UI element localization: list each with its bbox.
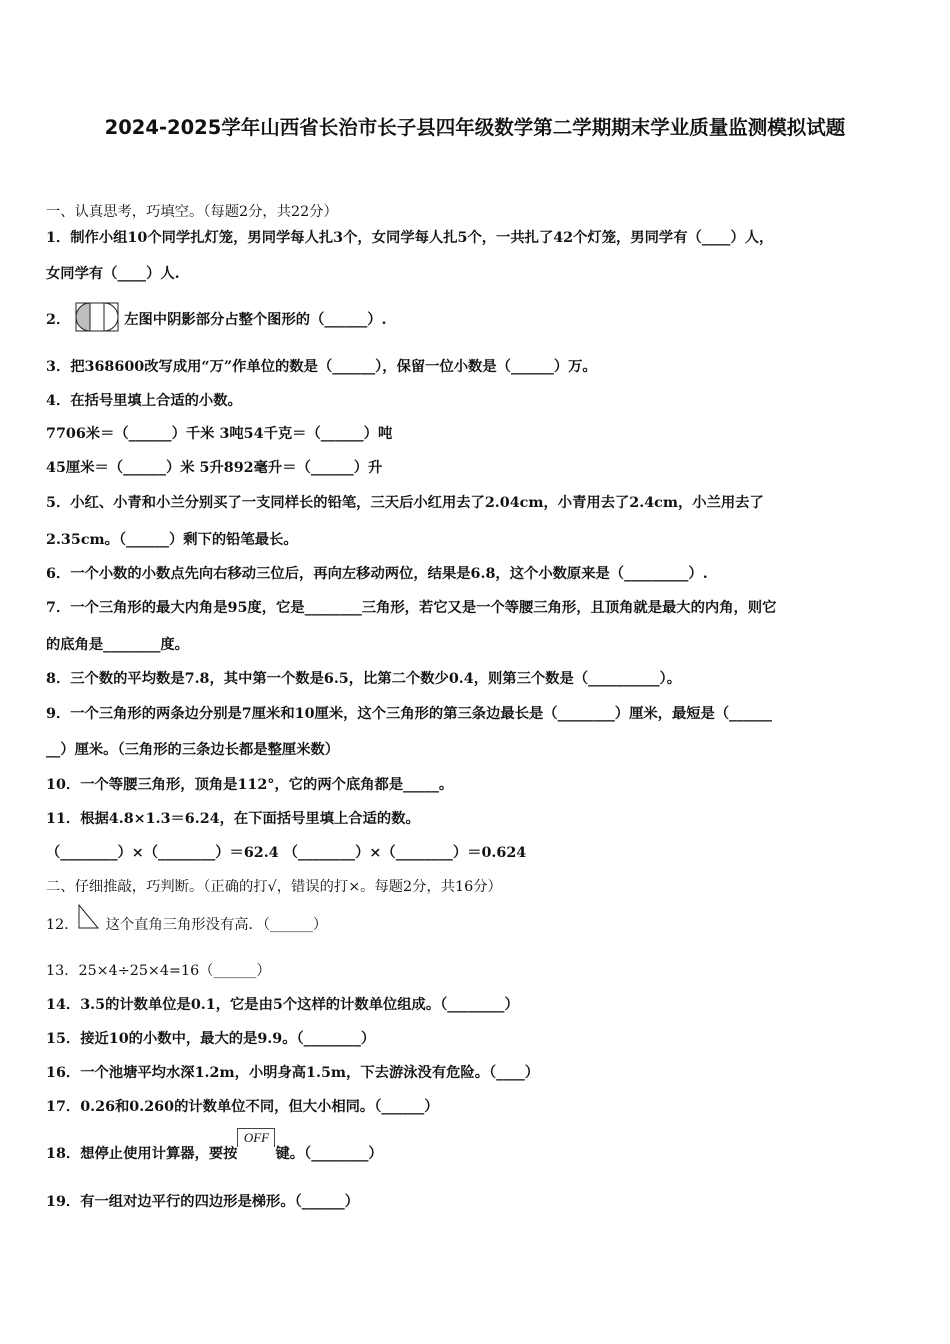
question-15: 15．接近10的小数中，最大的是9.9。（________） — [46, 1031, 376, 1047]
section-2-heading: 二、仔细推敲，巧判断。（正确的打√，错误的打×。每题2分，共16分） — [46, 879, 502, 895]
question-12-text: 这个直角三角形没有高．（______） — [105, 917, 328, 933]
question-10: 10．一个等腰三角形，顶角是112°，它的两个底角都是_____。 — [46, 777, 454, 793]
off-key-figure — [237, 1128, 275, 1147]
question-8: 8．三个数的平均数是7.8，其中第一个数是6.5，比第二个数少0.4，则第三个数是（__________）。 — [46, 671, 681, 687]
question-7-line-2: 的底角是________度。 — [46, 637, 189, 653]
question-2 — [46, 310, 387, 330]
question-11-blanks: （________）×（________）＝62.4 （________）×（________）＝0.624 — [46, 845, 527, 861]
question-1-line-2: 女同学有（____）人. — [46, 266, 180, 282]
question-3: 3．把368600改写成用“万”作单位的数是（______），保留一位小数是（______）万。 — [46, 359, 597, 375]
question-4-part-a: 7706米＝（______）千米 3吨54千克＝（______）吨 — [46, 426, 393, 442]
question-2-text: 左图中阴影部分占整个图形的（______）. — [124, 312, 387, 328]
question-18-text: 键。（________） — [275, 1146, 383, 1162]
question-18 — [46, 1130, 383, 1164]
shaded-rectangle-figure — [75, 302, 119, 332]
question-4-part-b: 45厘米＝（______）米 5升892毫升＝（______）升 — [46, 460, 383, 476]
question-11: 11．根据4.8×1.3＝6.24，在下面括号里填上合适的数。 — [46, 811, 420, 827]
question-12-number: 12． — [46, 917, 79, 933]
question-13: 13．25×4÷25×4=16（______） — [46, 963, 271, 979]
question-4: 4．在括号里填上合适的小数。 — [46, 393, 242, 409]
question-16: 16．一个池塘平均水深1.2m，小明身高1.5m，下去游泳没有危险。（____） — [46, 1065, 540, 1081]
question-14: 14．3.5的计数单位是0.1，它是由5个这样的计数单位组成。（________） — [46, 997, 519, 1013]
question-2-number: 2． — [46, 312, 71, 328]
question-12 — [46, 915, 327, 935]
question-18-lead: 18．想停止使用计算器，要按 — [46, 1146, 238, 1162]
section-1-heading: 一、认真思考，巧填空。（每题2分，共22分） — [46, 204, 338, 220]
question-7-line-1: 7．一个三角形的最大内角是95度，它是________三角形，若它又是一个等腰三角形，且顶角就是最大的内角，则它 — [46, 600, 777, 616]
question-9-line-2: __）厘米。（三角形的三条边长都是整厘米数） — [46, 742, 340, 758]
question-9-line-1: 9．一个三角形的两条边分别是7厘米和10厘米，这个三角形的第三条边最长是（________）厘米，最短是（______ — [46, 706, 773, 722]
page-title: 2024-2025学年山西省长治市长子县四年级数学第二学期期末学业质量监测模拟试题 — [104, 116, 846, 139]
question-5-line-2: 2.35cm。（______）剩下的铅笔最长。 — [46, 532, 298, 548]
question-19: 19．有一组对边平行的四边形是梯形。（______） — [46, 1194, 359, 1210]
question-5-line-1: 5．小红、小青和小兰分别买了一支同样长的铅笔，三天后小红用去了2.04cm，小青用去了2.4cm，小兰用去了 — [46, 495, 764, 511]
right-triangle-figure — [77, 903, 101, 931]
off-key-label: OFF — [243, 1130, 270, 1145]
question-6: 6．一个小数的小数点先向右移动三位后，再向左移动两位，结果是6.8，这个小数原来是（_________）. — [46, 566, 708, 582]
question-17: 17．0.26和0.260的计数单位不同，但大小相同。（______） — [46, 1099, 439, 1115]
question-1-line-1: 1．制作小组10个同学扎灯笼，男同学每人扎3个，女同学每人扎5个，一共扎了42个灯笼，男同学有（____）人， — [46, 230, 774, 246]
